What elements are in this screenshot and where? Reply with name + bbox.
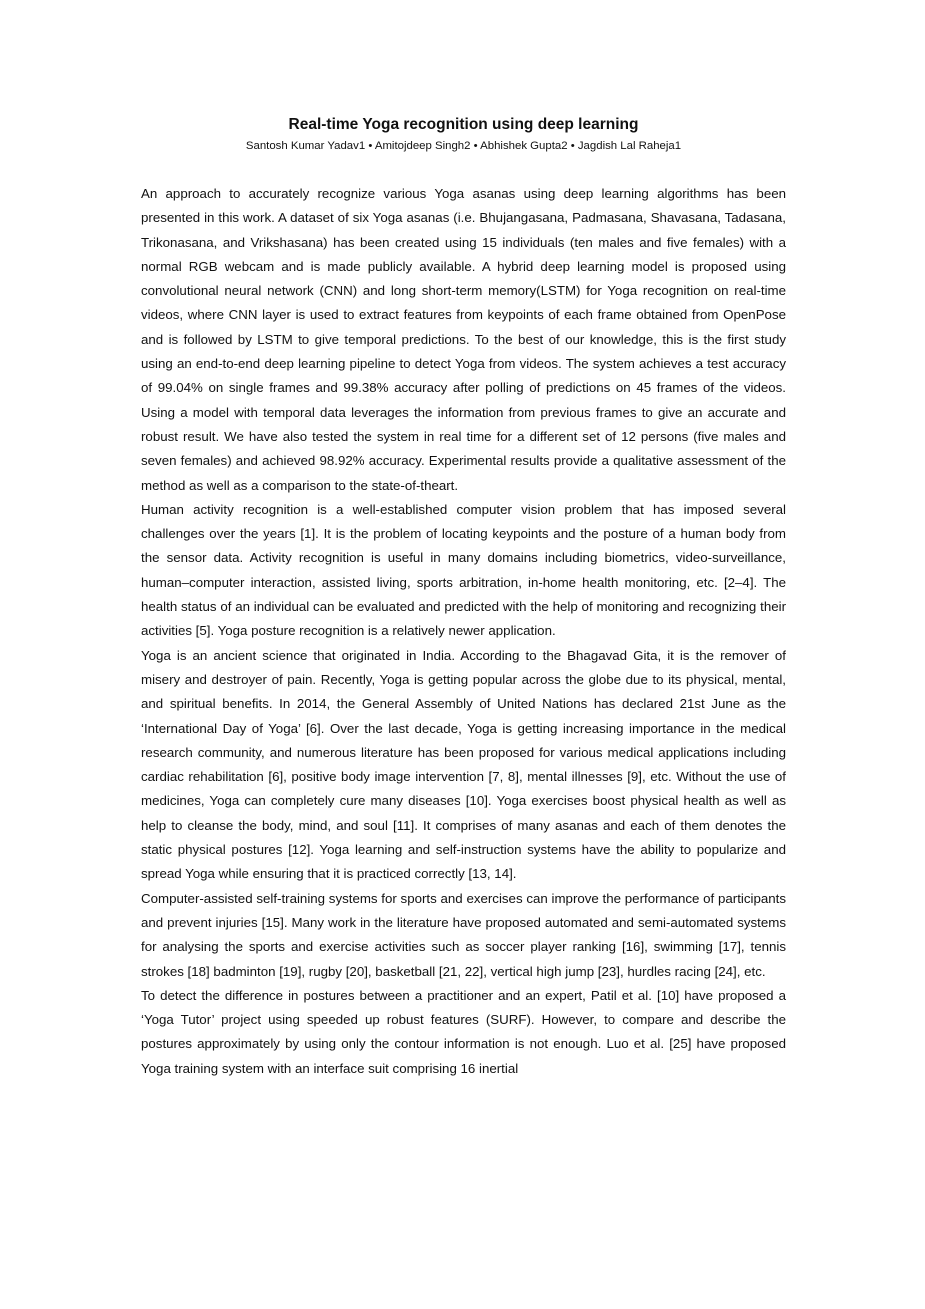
paper-page [141, 113, 786, 1081]
paper-body [141, 182, 786, 1081]
body-paragraph: Yoga is an ancient science that originated in India. According to the Bhagavad Gita, it is the remover of misery and destroyer of pain. Recently, Yoga is getting popular across the globe due to its physical, mental, and spiritual benefits. In 2014, the General Assembly of United Nations has declared 21st June as the ‘International Day of Yoga’ [6]. Over the last decade, Yoga is getting increasing importance in the medical research community, and numerous literature has been proposed for various medical applications including cardiac rehabilitation [6], positive body image intervention [7, 8], mental illnesses [9], etc. Without the use of medicines, Yoga can completely cure many diseases [10]. Yoga exercises boost physical health as well as help to cleanse the body, mind, and soul [11]. It comprises of many asanas and each of them denotes the static physical postures [12]. Yoga learning and self-instruction systems have the ability to popularize and spread Yoga while ensuring that it is practiced correctly [13, 14]. [141, 647, 786, 882]
body-paragraph: Human activity recognition is a well-established computer vision problem that has imposed several challenges over the years [1]. It is the problem of locating keypoints and the posture of a human body from the sensor data. Activity recognition is useful in many domains including biometrics, video-surveillance, human–computer interaction, assisted living, sports arbitration, in-home health monitoring, etc. [2–4]. The health status of an individual can be evaluated and predicted with the help of monitoring and recognizing their activities [5]. Yoga posture recognition is a relatively newer application. [141, 501, 786, 639]
author-list: Santosh Kumar Yadav1 • Amitojdeep Singh2 • Abhishek Gupta2 • Jagdish Lal Raheja1 [245, 140, 682, 152]
body-paragraph: Computer-assisted self-training systems for sports and exercises can improve the performance of participants and prevent injuries [15]. Many work in the literature have proposed automated and semi-automated systems for analysing the sports and exercise activities such as soccer player ranking [16], swimming [17], tennis strokes [18] badminton [19], rugby [20], basketball [21, 22], vertical high jump [23], hurdles racing [24], etc. [141, 890, 786, 979]
body-paragraph: To detect the difference in postures between a practitioner and an expert, Patil et al. [10] have proposed a ‘Yoga Tutor’ project using speeded up robust features (SURF). However, to compare and describe the postures approximately by using only the contour information is not enough. Luo et al. [25] have proposed Yoga training system with an interface suit comprising 16 inertial [141, 987, 786, 1076]
paper-title: Real-time Yoga recognition using deep learning [288, 116, 639, 133]
abstract-paragraph: An approach to accurately recognize various Yoga asanas using deep learning algorithms has been presented in this work. A dataset of six Yoga asanas (i.e. Bhujangasana, Padmasana, Shavasana, Tadasana, Trikonasana, and Vrikshasana) has been created using 15 individuals (ten males and five females) with a normal RGB webcam and is made publicly available. A hybrid deep learning model is proposed using convolutional neural network (CNN) and long short-term memory(LSTM) for Yoga recognition on real-time videos, where CNN layer is used to extract features from keypoints of each frame obtained from OpenPose and is followed by LSTM to give temporal predictions. To the best of our knowledge, this is the first study using an end-to-end deep learning pipeline to detect Yoga from videos. The system achieves a test accuracy of 99.04% on single frames and 99.38% accuracy after polling of predictions on 45 frames of the videos. Using a model with temporal data leverages the information from previous frames to give an accurate and robust result. We have also tested the system in real time for a different set of 12 persons (five males and seven females) and achieved 98.92% accuracy. Experimental results provide a qualitative assessment of the method as well as a comparison to the state-of-theart. [141, 186, 786, 493]
